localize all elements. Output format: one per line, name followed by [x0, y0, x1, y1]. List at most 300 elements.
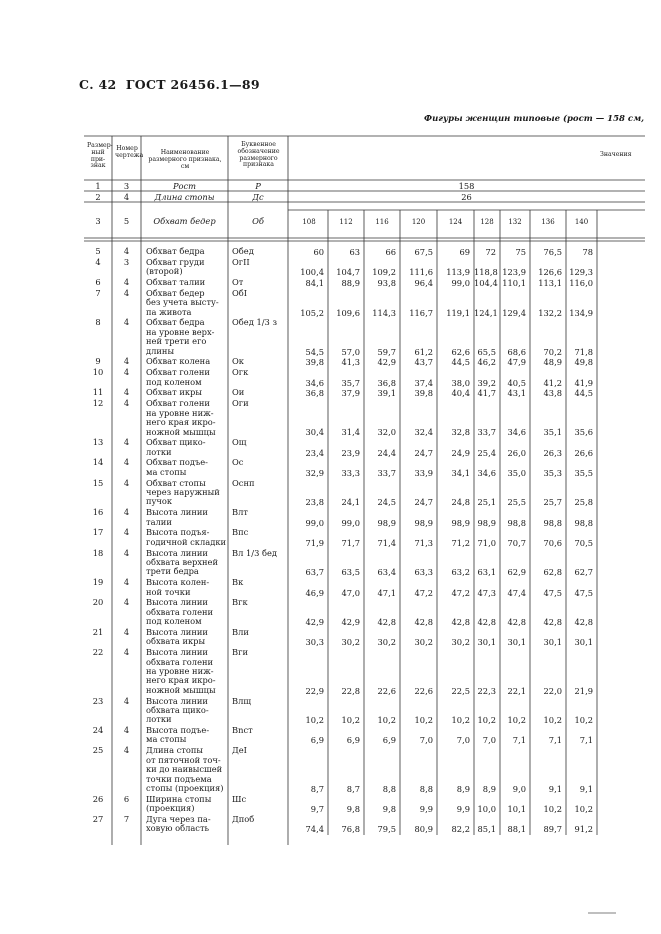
cell-value: 63 [349, 247, 360, 257]
row-symbol: Впс [232, 527, 249, 538]
row-drawing: 4 [123, 745, 130, 756]
cell-value: 24,7 [414, 447, 433, 458]
row-number: 23 [92, 695, 104, 706]
cell-value: 35,0 [507, 467, 526, 478]
row-symbol: Вли [232, 627, 249, 637]
cell-value: 39,1 [377, 388, 396, 399]
cell-value: 32,8 [451, 427, 470, 438]
cell-value: 70,7 [507, 537, 526, 548]
cell-value: 47,5 [574, 587, 593, 598]
cell-value: 30,3 [305, 637, 324, 648]
row-drawing: 4 [123, 356, 130, 367]
cell-value: 42,8 [574, 617, 593, 628]
column-header-size: Размер-ный при-знак [87, 142, 113, 170]
cell-value: 109,2 [372, 267, 396, 278]
row-drawing: 4 [123, 547, 130, 558]
cell-value: 30,1 [543, 637, 562, 648]
row-number: 5 [95, 246, 101, 256]
cell-value: 54,5 [305, 346, 324, 357]
cell-value: 66 [385, 247, 396, 257]
row-number: 11 [92, 387, 104, 398]
cell-value: 41,3 [341, 357, 360, 368]
cell-value: 47,9 [507, 357, 526, 368]
cell-value: 22,5 [451, 685, 470, 696]
cell-value: 57,0 [341, 346, 360, 357]
cell-value: 35,5 [574, 467, 593, 478]
cell-value: 49,8 [574, 357, 593, 368]
cell-value: 35,3 [543, 467, 562, 478]
cell-value: 30,1 [574, 637, 593, 648]
page-number: С. 42 [79, 77, 117, 92]
cell-value: 61,2 [414, 346, 433, 357]
row-symbol: Вги [232, 647, 248, 658]
row-drawing: 6 [123, 793, 130, 804]
head-row-symbol: Р [255, 181, 261, 191]
row-symbol: Огк [232, 367, 249, 378]
cell-value: 47,1 [377, 587, 396, 598]
row-label: Обхват стопы через наружный пучок [146, 477, 220, 507]
row-drawing: 4 [123, 477, 130, 488]
row-drawing: 4 [123, 527, 130, 538]
row-symbol: От [232, 277, 244, 288]
cell-value: 22,0 [543, 685, 562, 696]
row-label: Ширина стопы (проекция) [146, 793, 212, 813]
row-label: Обхват бедер без учета высту- па живота [146, 287, 219, 317]
cell-value: 110,1 [502, 278, 526, 289]
cell-value: 21,9 [574, 685, 593, 696]
row-label: Обхват голени под коленом [146, 367, 210, 387]
cell-value: 99,0 [305, 517, 324, 528]
cell-value: 9,9 [419, 803, 433, 814]
row-label: Обхват икры [146, 387, 202, 398]
row-symbol: Ок [232, 356, 244, 367]
cell-value: 78 [582, 247, 593, 257]
cell-value: 89,7 [543, 824, 562, 835]
cell-value: 113,1 [538, 278, 562, 289]
cell-value: 62,8 [543, 567, 562, 578]
cell-value: 42,9 [305, 617, 324, 628]
cell-value: 35,1 [543, 427, 562, 438]
row-drawing: 4 [123, 577, 130, 588]
cell-value: 59,7 [377, 346, 396, 357]
cell-value: 126,6 [538, 267, 562, 278]
cell-value: 104,7 [336, 267, 360, 278]
cell-value: 47,3 [477, 587, 496, 598]
row-symbol: Обед 1/3 з [232, 317, 277, 328]
cell-value: 33,7 [477, 427, 496, 438]
cell-value: 98,8 [543, 517, 562, 528]
cell-value: 42,9 [341, 617, 360, 628]
cell-value: 10,2 [574, 715, 593, 726]
cell-value: 72 [485, 247, 496, 257]
cell-value: 98,8 [507, 517, 526, 528]
cell-value: 79,5 [377, 824, 396, 835]
cell-value: 8,9 [456, 783, 470, 794]
table-subtitle: Фигуры женщин типовые (рост — 158 см, [424, 114, 645, 124]
row-symbol: ОбI [232, 287, 248, 298]
cell-value: 10,2 [543, 803, 562, 814]
head-row-number: 2 [95, 192, 101, 202]
cell-value: 93,8 [377, 278, 396, 289]
cell-value: 76,5 [543, 247, 562, 257]
cell-value: 63,3 [414, 567, 433, 578]
cell-value: 43,1 [507, 388, 526, 399]
size-column-header: 132 [508, 218, 522, 226]
cell-value: 22,6 [414, 685, 433, 696]
row-number: 17 [92, 527, 104, 538]
cell-value: 9,1 [579, 783, 593, 794]
cell-value: 24,7 [414, 497, 433, 508]
head-row-value: 158 [458, 181, 475, 191]
cell-value: 10,2 [377, 715, 396, 726]
cell-value: 70,6 [543, 537, 562, 548]
cell-value: 123,9 [502, 267, 526, 278]
cell-value: 35,6 [574, 427, 593, 438]
cell-value: 24,1 [341, 497, 360, 508]
row-label: Обхват бедра [146, 246, 205, 256]
cell-value: 6,9 [310, 735, 324, 746]
row-number: 16 [92, 507, 104, 518]
row-drawing: 4 [123, 277, 130, 288]
cell-value: 38,0 [451, 377, 470, 388]
row-symbol: Вк [232, 577, 244, 588]
row-label: Обхват груди (второй) [146, 256, 205, 277]
cell-value: 22,8 [341, 685, 360, 696]
head-row-drawing: 4 [123, 192, 130, 202]
row-symbol: Вncт [232, 725, 253, 736]
cell-value: 65,5 [477, 346, 496, 357]
row-drawing: 4 [123, 627, 130, 637]
row-drawing: 4 [123, 507, 130, 518]
cell-value: 9,0 [512, 783, 526, 794]
row-drawing: 4 [123, 647, 130, 658]
cell-value: 26,6 [574, 447, 593, 458]
cell-value: 32,9 [305, 467, 324, 478]
row-symbol: ДеI [232, 745, 247, 756]
column-header-symbol: Буквенное обозначение размерного признака [237, 141, 280, 169]
cell-value: 105,2 [300, 307, 324, 318]
cell-value: 98,8 [574, 517, 593, 528]
cell-value: 9,7 [310, 803, 324, 814]
cell-value: 24,4 [377, 447, 396, 458]
row-label: Обхват подъе- ма стопы [146, 457, 208, 477]
row-number: 22 [92, 647, 104, 658]
cell-value: 40,5 [507, 377, 526, 388]
row-number: 8 [95, 317, 101, 328]
cell-value: 82,2 [451, 824, 470, 835]
size-column-header: 128 [480, 218, 494, 226]
cell-value: 33,7 [377, 467, 396, 478]
cell-value: 30,4 [305, 427, 324, 438]
row-label: Высота линии обхвата голени под коленом [146, 597, 214, 627]
row-number: 6 [95, 277, 101, 288]
row-number: 10 [92, 367, 104, 378]
row-symbol: Дпоб [232, 813, 255, 824]
cell-value: 8,8 [419, 783, 433, 794]
head-row-value: 26 [461, 192, 472, 202]
cell-value: 111,6 [409, 267, 433, 278]
row-symbol: Ои [232, 387, 245, 398]
head-row-name: Рост [172, 181, 197, 191]
cell-value: 9,9 [456, 803, 470, 814]
cell-value: 62,7 [574, 567, 593, 578]
cell-value: 6,9 [382, 735, 396, 746]
cell-value: 63,4 [377, 567, 396, 578]
cell-value: 71,7 [341, 537, 360, 548]
cell-value: 24,8 [451, 497, 470, 508]
cell-value: 22,1 [507, 685, 526, 696]
cell-value: 71,0 [477, 537, 496, 548]
cell-value: 34,6 [477, 467, 496, 478]
cell-value: 24,5 [377, 497, 396, 508]
cell-value: 24,9 [451, 447, 470, 458]
cell-value: 47,4 [507, 587, 526, 598]
row-label: Высота колен- ной точки [146, 577, 210, 597]
cell-value: 129,4 [502, 307, 526, 318]
row-label: Высота линии обхвата верхней трети бедра [146, 547, 219, 577]
cell-value: 75 [515, 247, 526, 257]
cell-value: 30,2 [414, 637, 433, 648]
cell-value: 91,2 [574, 824, 593, 835]
cell-value: 10,2 [451, 715, 470, 726]
row-drawing: 3 [123, 256, 130, 267]
cell-value: 63,5 [341, 567, 360, 578]
cell-value: 114,3 [372, 307, 396, 318]
cell-value: 7,1 [512, 735, 526, 746]
cell-value: 60 [313, 247, 324, 257]
cell-value: 26,0 [507, 447, 526, 458]
cell-value: 39,8 [414, 388, 433, 399]
cell-value: 98,9 [414, 517, 433, 528]
size-column-header: 108 [302, 218, 316, 226]
cell-value: 10,2 [543, 715, 562, 726]
row-drawing: 7 [123, 813, 130, 824]
row-label: Дуга через па- ховую область [146, 813, 211, 834]
cell-value: 119,1 [446, 307, 470, 318]
cell-value: 7,0 [456, 735, 470, 746]
cell-value: 10,0 [477, 803, 496, 814]
column-header-drawing: Номер чертежа [115, 145, 144, 159]
cell-value: 43,7 [414, 357, 433, 368]
cell-value: 69 [459, 247, 470, 257]
cell-value: 43,8 [543, 388, 562, 399]
cell-value: 30,2 [451, 637, 470, 648]
cell-value: 30,2 [341, 637, 360, 648]
cell-value: 10,2 [341, 715, 360, 726]
size-column-header: 136 [541, 218, 555, 226]
row-drawing: 4 [123, 246, 130, 256]
cell-value: 62,9 [507, 567, 526, 578]
cell-value: 7,1 [579, 735, 593, 746]
cell-value: 25,5 [507, 497, 526, 508]
cell-value: 98,9 [477, 517, 496, 528]
row-symbol: Шс [232, 793, 247, 804]
row-number: 14 [92, 457, 104, 468]
cell-value: 10,2 [414, 715, 433, 726]
cell-value: 23,8 [305, 497, 324, 508]
cell-value: 31,4 [341, 427, 360, 438]
cell-value: 44,5 [451, 357, 470, 368]
cell-value: 9,8 [346, 803, 360, 814]
row-drawing: 4 [123, 437, 130, 448]
cell-value: 8,7 [346, 783, 360, 794]
cell-value: 42,9 [377, 357, 396, 368]
head-row-symbol: Об [252, 216, 264, 226]
row-label: Обхват бедра на уровне верх- ней трети его длины [146, 317, 215, 356]
head-row-number: 1 [95, 181, 101, 191]
cell-value: 22,6 [377, 685, 396, 696]
cell-value: 41,9 [574, 377, 593, 388]
row-number: 20 [92, 597, 104, 608]
cell-value: 10,2 [574, 803, 593, 814]
size-column-header: 140 [574, 218, 589, 226]
row-symbol: Обед [232, 246, 254, 256]
cell-value: 100,4 [300, 267, 324, 278]
cell-value: 132,2 [538, 307, 562, 318]
cell-value: 70,5 [574, 537, 593, 548]
cell-value: 47,5 [543, 587, 562, 598]
cell-value: 41,2 [543, 377, 562, 388]
cell-value: 39,8 [305, 357, 324, 368]
cell-value: 42,8 [477, 617, 496, 628]
cell-value: 35,7 [341, 377, 360, 388]
cell-value: 40,4 [451, 388, 470, 399]
cell-value: 7,0 [419, 735, 433, 746]
row-drawing: 4 [123, 317, 130, 328]
cell-value: 8,8 [382, 783, 396, 794]
cell-value: 98,9 [377, 517, 396, 528]
size-column-header: 112 [339, 218, 353, 226]
cell-value: 71,4 [377, 537, 396, 548]
size-column-header: 124 [448, 218, 463, 226]
cell-value: 23,9 [341, 447, 360, 458]
row-symbol: Оснп [232, 477, 255, 488]
cell-value: 22,9 [305, 685, 324, 696]
cell-value: 63,2 [451, 567, 470, 578]
cell-value: 80,9 [414, 824, 433, 835]
cell-value: 113,9 [446, 267, 470, 278]
cell-value: 44,5 [574, 388, 593, 399]
cell-value: 22,3 [477, 685, 496, 696]
row-number: 12 [92, 398, 104, 409]
cell-value: 33,3 [341, 467, 360, 478]
cell-value: 25,7 [543, 497, 562, 508]
cell-value: 71,3 [414, 537, 433, 548]
cell-value: 34,1 [451, 467, 470, 478]
cell-value: 9,1 [548, 783, 562, 794]
cell-value: 74,4 [305, 824, 324, 835]
cell-value: 104,4 [474, 278, 498, 289]
cell-value: 47,0 [341, 587, 360, 598]
size-column-header: 116 [375, 218, 389, 226]
cell-value: 30,1 [477, 637, 496, 648]
row-drawing: 4 [123, 695, 130, 706]
row-symbol: Ощ [232, 437, 247, 448]
row-symbol: Вгк [232, 597, 248, 608]
head-row-symbol: Дс [252, 192, 264, 202]
cell-value: 36,8 [305, 388, 324, 399]
row-number: 27 [92, 813, 104, 824]
cell-value: 129,3 [569, 267, 593, 278]
row-number: 21 [92, 627, 104, 637]
cell-value: 47,2 [451, 587, 470, 598]
row-label: Высота подъе- ма стопы [146, 725, 210, 745]
cell-value: 42,8 [451, 617, 470, 628]
row-label: Обхват колена [146, 356, 211, 367]
row-number: 9 [95, 356, 101, 367]
cell-value: 84,1 [305, 278, 324, 289]
cell-value: 10,1 [507, 803, 526, 814]
row-drawing: 4 [123, 367, 130, 378]
cell-value: 46,9 [305, 587, 324, 598]
row-drawing: 4 [123, 287, 130, 298]
row-label: Высота линии обхвата голени на уровне ниж- него края икро- ножной мышцы [146, 647, 216, 695]
cell-value: 42,8 [507, 617, 526, 628]
size-column-header: 120 [411, 218, 426, 226]
cell-value: 7,0 [482, 735, 496, 746]
cell-value: 42,8 [414, 617, 433, 628]
cell-value: 109,6 [336, 307, 360, 318]
row-symbol: Влт [232, 507, 248, 518]
row-number: 19 [92, 577, 104, 588]
cell-value: 71,2 [451, 537, 470, 548]
head-row-name: Длина стопы [154, 192, 215, 202]
cell-value: 63,7 [305, 567, 324, 578]
cell-value: 116,0 [569, 278, 593, 289]
row-label: Обхват голени на уровне ниж- него края икро- ножной мышцы [146, 398, 216, 437]
cell-value: 71,9 [305, 537, 324, 548]
cell-value: 8,9 [482, 783, 496, 794]
cell-value: 88,1 [507, 824, 526, 835]
row-number: 26 [92, 793, 104, 804]
cell-value: 10,2 [477, 715, 496, 726]
cell-value: 36,8 [377, 377, 396, 388]
row-label: Высота подъя- годичной складки [146, 527, 227, 547]
row-number: 15 [92, 477, 104, 488]
head-row-drawing: 5 [123, 216, 130, 226]
cell-value: 10,2 [305, 715, 324, 726]
cell-value: 25,1 [477, 497, 496, 508]
cell-value: 116,7 [409, 307, 433, 318]
row-label: Длина стопы от пяточной точ- ки до наивысшей точки подъема стопы (проекция) [146, 745, 224, 793]
row-label: Высота линии обхвата щико- лотки [146, 695, 209, 725]
cell-value: 71,8 [574, 346, 593, 357]
cell-value: 34,6 [507, 427, 526, 438]
cell-value: 118,8 [474, 267, 498, 278]
cell-value: 8,7 [310, 783, 324, 794]
row-label: Обхват талии [146, 277, 206, 288]
cell-value: 10,2 [507, 715, 526, 726]
head-row-number: 3 [95, 216, 101, 226]
cell-value: 9,8 [382, 803, 396, 814]
row-symbol: Ос [232, 457, 244, 468]
cell-value: 23,4 [305, 447, 324, 458]
row-symbol: Вл 1/3 бед [232, 547, 278, 558]
cell-value: 62,6 [451, 346, 470, 357]
cell-value: 7,1 [548, 735, 562, 746]
cell-value: 37,9 [341, 388, 360, 399]
cell-value: 34,6 [305, 377, 324, 388]
row-drawing: 4 [123, 387, 130, 398]
cell-value: 30,1 [507, 637, 526, 648]
cell-value: 41,7 [477, 388, 496, 399]
cell-value: 25,8 [574, 497, 593, 508]
cell-value: 99,0 [341, 517, 360, 528]
cell-value: 76,8 [341, 824, 360, 835]
cell-value: 98,9 [451, 517, 470, 528]
row-number: 25 [92, 745, 104, 756]
cell-value: 124,1 [474, 307, 498, 318]
